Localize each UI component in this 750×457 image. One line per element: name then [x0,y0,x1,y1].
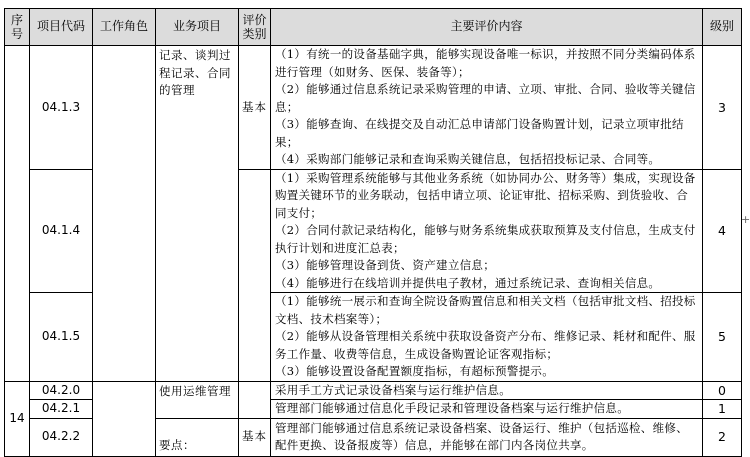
code-cell: 04.1.3 [30,46,93,170]
content-line: 管理部门能够通过信息系统记录设备档案、设备运行、维护（包括巡检、维修、配件更换、设备报废等）信息，并能够在部门内各岗位共享。 [275,420,688,452]
header-eval-type-line-1: 评价 [242,13,267,27]
level-cell: 5 [703,293,742,382]
content-line: （3）能够管理设备到货、资产建立信息； [275,258,496,272]
level-cell: 2 [703,418,742,456]
content-line: 采用手工方式记录设备档案与运行维护信息。 [275,382,511,397]
content-cell [271,400,703,419]
code-cell: 04.1.4 [30,169,93,293]
content-cell [271,46,703,170]
code-cell: 04.2.2 [30,418,93,456]
header-eval-type-line-2: 类别 [242,27,267,41]
eval-type-cell-blank [239,381,271,418]
header-eval-type [239,9,271,46]
eval-type-cell-blank [239,169,271,381]
level-cell: 0 [703,381,742,400]
role-cell-blank [93,381,156,456]
code-cell: 04.1.5 [30,293,93,382]
header-level: 级别 [703,9,742,46]
content-line: （3）能够设置设备配置额度指标，有超标预警提示。 [275,364,555,378]
content-line: （4）能够进行在线培训并提供电子教材，通过系统记录、查询相关信息。 [275,275,661,290]
code-cell: 04.2.1 [30,400,93,419]
content-line: （1）采购管理系统能够与其他业务系统（如协同办公、财务等）集成，实现设备购置关键环节的业务联动，包括申请立项、论证审批、招标采购、到货验收、合同支付； [275,170,696,220]
content-line: （2）能够通过信息系统记录采购管理的申请、立项、审批、合同、验收等关键信息； [275,82,696,114]
content-line: （2）能够从设备管理相关系统中获取设备资产分布、维修记录、耗材和配件、服务工作量、收费等信息，生成设备购置论证客观指标； [275,329,696,361]
content-line: （3）能够查询、在线提交及自动汇总申请部门设备购置计划，记录立项审批结果； [275,117,684,149]
eval-type-cell: 基本 [239,418,271,456]
content-line: （1）有统一的设备基础字典，能够实现设备唯一标识，并按照不同分类编码体系进行管理（如财务、医保、装备等）； [275,47,696,79]
header-content: 主要评价内容 [271,9,703,46]
eval-type-cell: 基本 [239,46,271,170]
content-line: （1）能够统一展示和查询全院设备购置信息和相关文档（包括审批文档、招投标文档、技术档案等）； [275,294,696,326]
level-cell: 1 [703,400,742,419]
page-edge-plus-icon: + [741,213,750,226]
evaluation-table [4,8,742,457]
header-role: 工作角色 [93,9,156,46]
seq-cell: 14 [5,381,30,456]
header-seq [5,9,30,46]
content-cell [271,169,703,293]
header-row [5,9,742,46]
header-seq-line-2: 号 [10,27,23,41]
header-business: 业务项目 [156,9,239,46]
content-line: 管理部门能够通过信息化手段记录和管理设备档案与运行维护信息。 [275,401,629,415]
business-cell: 记录、谈判过程记录、合同的管理 [156,46,239,382]
header-seq-line-1: 序 [10,13,23,27]
seq-cell-blank [5,46,30,382]
level-cell: 4 [703,169,742,293]
content-cell [271,418,703,456]
business-cell: 要点： [156,418,239,456]
table-row [5,46,742,170]
business-cell: 使用运维管理 [156,381,239,418]
code-cell: 04.2.0 [30,381,93,400]
level-cell: 3 [703,46,742,170]
table-row [5,381,742,400]
content-line: （4）采购部门能够记录和查询采购关键信息，包括招投标记录、合同等。 [275,152,661,166]
header-code: 项目代码 [30,9,93,46]
content-line: （2）合同付款记录结构化，能够与财务系统集成获取预算及支付信息，生成支付执行计划和进度汇总表； [275,223,696,255]
content-cell [271,381,703,400]
content-cell [271,293,703,382]
role-cell-blank [93,46,156,382]
